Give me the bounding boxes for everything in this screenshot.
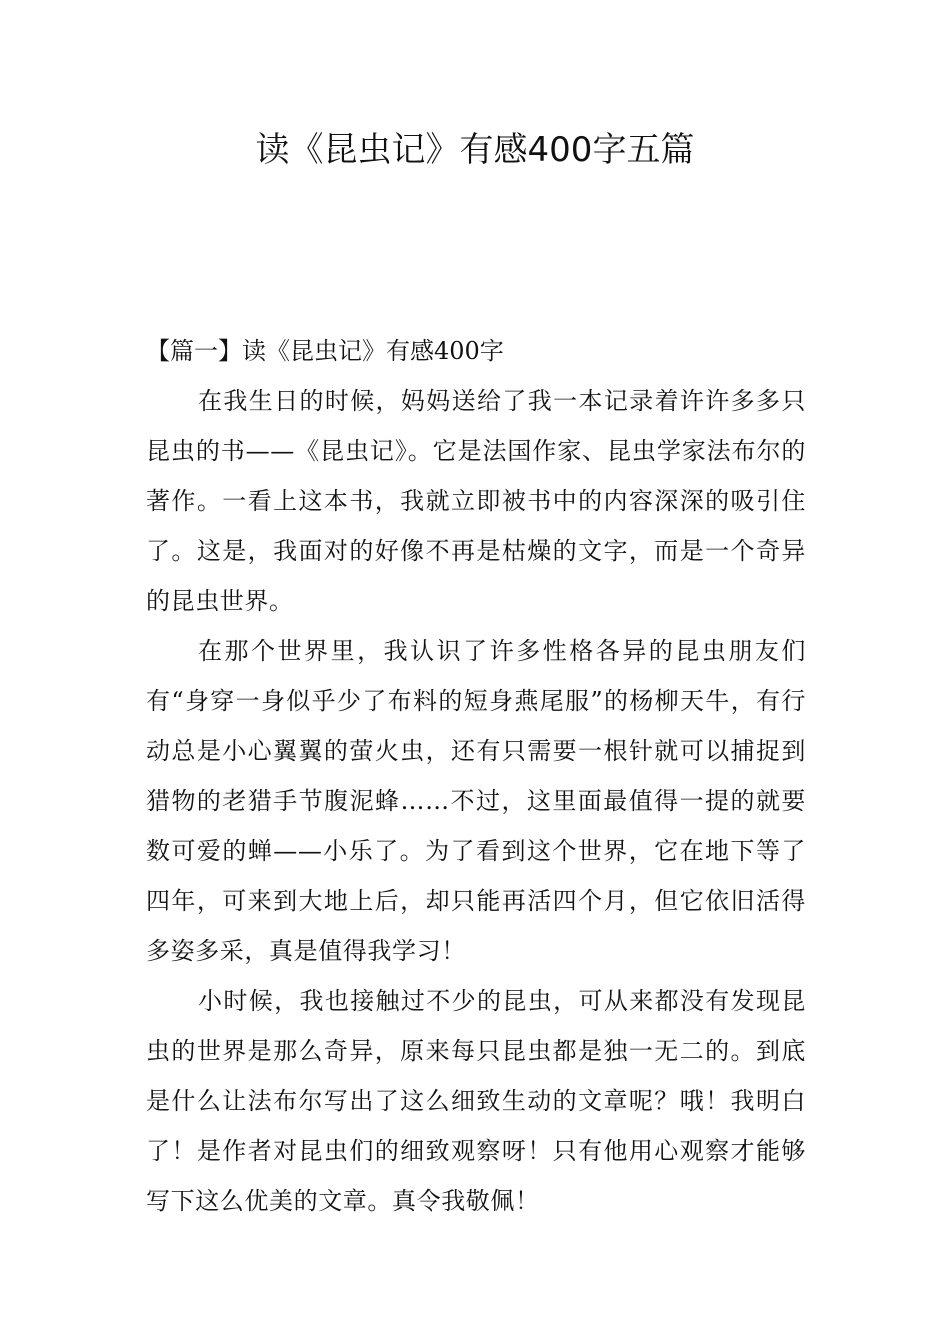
paragraph-1: 在我生日的时候，妈妈送给了我一本记录着许许多多只昆虫的书——《昆虫记》。它是法国作家、昆虫学家法布尔的著作。一看上这本书，我就立即被书中的内容深深的吸引住了。这是，我面对的好像不再是枯燥的文字，而是一个奇异的昆虫世界。 xyxy=(146,387,806,615)
paragraph-3: 小时候，我也接触过不少的昆虫，可从来都没有发现昆虫的世界是那么奇异，原来每只昆虫都是独一无二的。到底是什么让法布尔写出了这么细致生动的文章呢？哦！我明白了！是作者对昆虫们的细致观察呀！只有他用心观察才能够写下这么优美的文章。真令我敬佩！ xyxy=(146,987,806,1215)
document-body xyxy=(146,326,806,1226)
paragraph-2: 在那个世界里，我认识了许多性格各异的昆虫朋友们有“身穿一身似乎少了布料的短身燕尾服”的杨柳天牛，有行动总是小心翼翼的萤火虫，还有只需要一根针就可以捕捉到猎物的老猎手节腹泥蜂……不过，这里面最值得一提的就要数可爱的蝉——小乐了。为了看到这个世界，它在地下等了四年，可来到大地上后，却只能再活四个月，但它依旧活得多姿多采，真是值得我学习！ xyxy=(146,637,806,965)
document-title: 读《昆虫记》有感400字五篇 xyxy=(255,130,695,170)
section-heading: 【篇一】读《昆虫记》有感400字 xyxy=(146,337,504,365)
